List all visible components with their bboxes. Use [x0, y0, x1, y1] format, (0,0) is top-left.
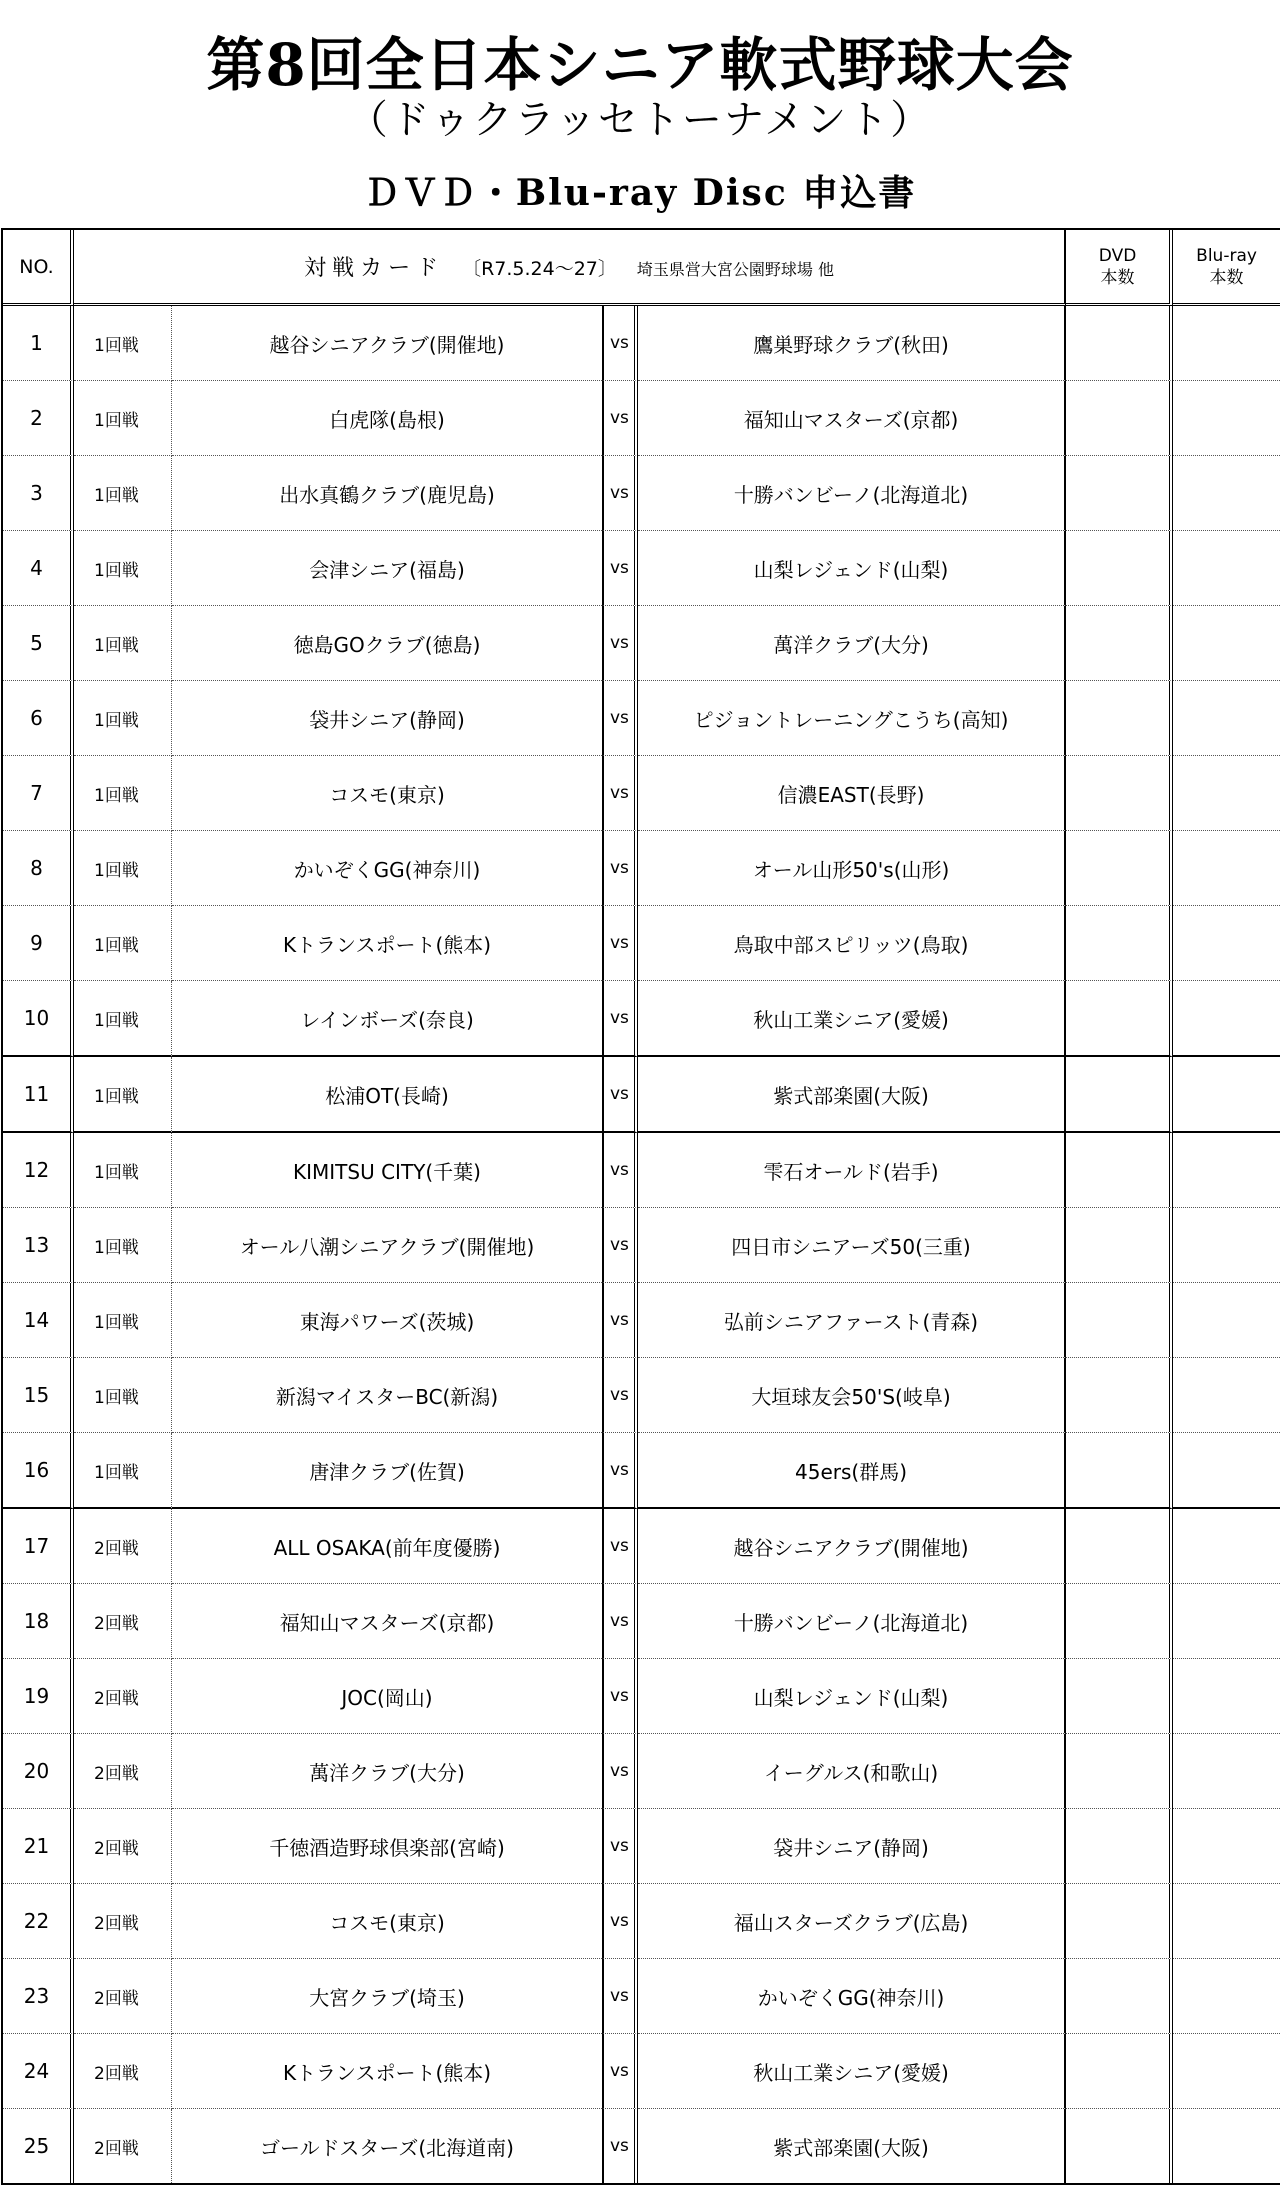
row-dvd-quantity[interactable] [1066, 1809, 1173, 1884]
row-team: 萬洋クラブ(大分) [172, 1734, 602, 1809]
row-dvd-quantity[interactable] [1066, 2034, 1173, 2109]
row-opponent: 四日市シニアーズ50(三重) [638, 1208, 1066, 1283]
row-bluray-quantity[interactable] [1173, 1057, 1280, 1133]
row-team: オール八潮シニアクラブ(開催地) [172, 1208, 602, 1283]
row-vs: vs [602, 1659, 638, 1734]
table-row [3, 456, 1280, 531]
row-round: 1回戦 [74, 1358, 172, 1433]
row-opponent: イーグルス(和歌山) [638, 1734, 1066, 1809]
row-opponent: 越谷シニアクラブ(開催地) [638, 1509, 1066, 1584]
row-round: 1回戦 [74, 606, 172, 681]
row-round: 1回戦 [74, 1433, 172, 1509]
table-row [3, 1283, 1280, 1358]
table-row [3, 681, 1280, 756]
row-number: 9 [3, 906, 74, 981]
row-opponent: 山梨レジェンド(山梨) [638, 1659, 1066, 1734]
row-vs: vs [602, 2034, 638, 2109]
row-number: 5 [3, 606, 74, 681]
row-number: 23 [3, 1959, 74, 2034]
row-opponent: 福山スターズクラブ(広島) [638, 1884, 1066, 1959]
header-no: NO. [3, 230, 74, 306]
row-vs: vs [602, 531, 638, 606]
row-bluray-quantity[interactable] [1173, 831, 1280, 906]
row-vs: vs [602, 1959, 638, 2034]
table-row [3, 756, 1280, 831]
row-round: 1回戦 [74, 981, 172, 1057]
row-team: ゴールドスターズ(北海道南) [259, 2135, 514, 2160]
row-round: 2回戦 [74, 1809, 172, 1884]
row-dvd-quantity[interactable] [1066, 681, 1173, 756]
row-round: 1回戦 [74, 381, 172, 456]
table-row [3, 981, 1280, 1057]
row-number: 15 [3, 1358, 74, 1433]
table-row [3, 381, 1280, 456]
row-opponent: オール山形50's(山形) [638, 831, 1066, 906]
row-round: 2回戦 [74, 2109, 172, 2183]
row-opponent: 萬洋クラブ(大分) [638, 606, 1066, 681]
page-subtitle: （ドゥクラッセトーナメント） [347, 97, 933, 143]
row-dvd-quantity[interactable] [1066, 2109, 1173, 2183]
row-vs: vs [602, 1283, 638, 1358]
row-dvd-quantity[interactable] [1066, 1208, 1173, 1283]
table-row [3, 1433, 1280, 1509]
header-dvd-line2: 本数 [1100, 267, 1135, 288]
row-team: 出水真鶴クラブ(鹿児島) [172, 456, 602, 531]
row-bluray-quantity[interactable] [1173, 2109, 1280, 2183]
row-number: 10 [3, 981, 74, 1057]
row-dvd-quantity[interactable] [1066, 306, 1173, 381]
row-bluray-quantity[interactable] [1173, 1358, 1280, 1433]
row-dvd-quantity[interactable] [1066, 831, 1173, 906]
row-round: 2回戦 [74, 2034, 172, 2109]
row-bluray-quantity[interactable] [1173, 1509, 1280, 1584]
row-round: 1回戦 [74, 456, 172, 531]
row-bluray-quantity[interactable] [1173, 306, 1280, 381]
row-dvd-quantity[interactable] [1066, 456, 1173, 531]
header-bluray-line1: Blu-ray [1196, 245, 1257, 266]
table-header-row [3, 230, 1280, 306]
row-vs: vs [602, 1208, 638, 1283]
row-team: Kトランスポート(熊本) [172, 2034, 602, 2109]
row-number: 13 [3, 1208, 74, 1283]
table-row [3, 906, 1280, 981]
row-dvd-quantity[interactable] [1066, 1659, 1173, 1734]
row-dvd-quantity[interactable] [1066, 1884, 1173, 1959]
row-dvd-quantity[interactable] [1066, 1133, 1173, 1208]
table-row [3, 1734, 1280, 1809]
table-row [3, 2109, 1280, 2183]
table-row [3, 2034, 1280, 2109]
row-bluray-quantity[interactable] [1173, 1959, 1280, 2034]
row-number: 17 [3, 1509, 74, 1584]
row-team: コスモ(東京) [172, 756, 602, 831]
row-dvd-quantity[interactable] [1066, 1734, 1173, 1809]
row-number: 1 [3, 306, 74, 381]
row-vs: vs [602, 681, 638, 756]
row-opponent: 紫式部楽園(大阪) [638, 2109, 1066, 2183]
table-row [3, 1884, 1280, 1959]
row-number: 7 [3, 756, 74, 831]
row-opponent: 鷹巣野球クラブ(秋田) [638, 306, 1066, 381]
row-round: 2回戦 [74, 1959, 172, 2034]
table-row [3, 831, 1280, 906]
row-vs: vs [602, 1433, 638, 1509]
row-dvd-quantity[interactable] [1066, 1358, 1173, 1433]
row-vs: vs [602, 1884, 638, 1959]
row-opponent: かいぞくGG(神奈川) [638, 1959, 1066, 2034]
row-dvd-quantity[interactable] [1066, 381, 1173, 456]
row-vs: vs [602, 831, 638, 906]
table-row [3, 1584, 1280, 1659]
row-team: 新潟マイスターBC(新潟) [172, 1358, 602, 1433]
row-team: JOC(岡山) [172, 1659, 602, 1734]
row-number: 2 [3, 381, 74, 456]
row-vs: vs [602, 1133, 638, 1208]
table-row [3, 1659, 1280, 1734]
table-row [3, 1959, 1280, 2034]
row-bluray-quantity[interactable] [1173, 1584, 1280, 1659]
header-dvd-line1: DVD [1098, 245, 1137, 266]
row-opponent: 袋井シニア(静岡) [638, 1809, 1066, 1884]
row-bluray-quantity[interactable] [1173, 456, 1280, 531]
row-bluray-quantity[interactable] [1173, 1809, 1280, 1884]
row-team: 唐津クラブ(佐賀) [172, 1433, 602, 1509]
row-vs: vs [602, 1584, 638, 1659]
row-team: 会津シニア(福島) [172, 531, 602, 606]
row-round: 1回戦 [74, 306, 172, 381]
row-team: 東海パワーズ(茨城) [172, 1283, 602, 1358]
row-round: 1回戦 [74, 1057, 172, 1133]
row-dvd-quantity[interactable] [1066, 1959, 1173, 2034]
row-round: 1回戦 [74, 756, 172, 831]
row-dvd-quantity[interactable] [1066, 1584, 1173, 1659]
page-title: 第8回全日本シニア軟式野球大会 [206, 31, 1074, 99]
row-round: 2回戦 [74, 1509, 172, 1584]
row-team: Kトランスポート(熊本) [172, 906, 602, 981]
row-vs: vs [602, 381, 638, 456]
table-row [3, 1133, 1280, 1208]
row-vs: vs [602, 906, 638, 981]
row-team: 白虎隊(島根) [172, 381, 602, 456]
row-round: 1回戦 [74, 681, 172, 756]
row-team: コスモ(東京) [172, 1884, 602, 1959]
row-bluray-quantity[interactable] [1173, 1283, 1280, 1358]
row-number: 11 [3, 1057, 74, 1133]
order-table [1, 228, 1280, 2185]
table-row [3, 606, 1280, 681]
row-round: 1回戦 [74, 831, 172, 906]
header-card-label: 対戦カード [304, 256, 445, 281]
row-team: ALL OSAKA(前年度優勝) [172, 1509, 602, 1584]
row-team: レインボーズ(奈良) [172, 981, 602, 1057]
row-bluray-quantity[interactable] [1173, 531, 1280, 606]
row-team: KIMITSU CITY(千葉) [172, 1133, 602, 1208]
row-number: 4 [3, 531, 74, 606]
row-team: 千徳酒造野球倶楽部(宮崎) [172, 1809, 602, 1884]
row-vs: vs [602, 2109, 638, 2183]
row-number: 21 [3, 1809, 74, 1884]
row-vs: vs [602, 1358, 638, 1433]
row-round: 2回戦 [74, 1659, 172, 1734]
row-dvd-quantity[interactable] [1066, 1057, 1173, 1133]
row-opponent: 鳥取中部スピリッツ(鳥取) [638, 906, 1066, 981]
row-dvd-quantity[interactable] [1066, 531, 1173, 606]
row-number: 24 [3, 2034, 74, 2109]
row-dvd-quantity[interactable] [1066, 906, 1173, 981]
row-dvd-quantity[interactable] [1066, 756, 1173, 831]
table-row [3, 1358, 1280, 1433]
row-number: 16 [3, 1433, 74, 1509]
header-date: 〔R7.5.24～27〕 [462, 258, 617, 280]
row-number: 6 [3, 681, 74, 756]
header-dvd [1066, 230, 1173, 306]
row-opponent: 大垣球友会50'S(岐阜) [638, 1358, 1066, 1433]
row-team: 福知山マスターズ(京都) [172, 1584, 602, 1659]
row-number: 14 [3, 1283, 74, 1358]
row-vs: vs [602, 1509, 638, 1584]
row-opponent: 福知山マスターズ(京都) [638, 381, 1066, 456]
row-round: 2回戦 [74, 1584, 172, 1659]
row-bluray-quantity[interactable] [1173, 1659, 1280, 1734]
row-opponent: 十勝バンビーノ(北海道北) [638, 1584, 1066, 1659]
row-opponent: ピジョントレーニングこうち(高知) [638, 681, 1066, 756]
row-team: 徳島GOクラブ(徳島) [172, 606, 602, 681]
row-vs: vs [602, 606, 638, 681]
row-team: 大宮クラブ(埼玉) [172, 1959, 602, 2034]
row-vs: vs [602, 756, 638, 831]
row-vs: vs [602, 981, 638, 1057]
row-bluray-quantity[interactable] [1173, 1884, 1280, 1959]
table-row [3, 1208, 1280, 1283]
row-number: 22 [3, 1884, 74, 1959]
header-bluray [1173, 230, 1280, 306]
table-row [3, 1809, 1280, 1884]
row-dvd-quantity[interactable] [1066, 606, 1173, 681]
row-number: 12 [3, 1133, 74, 1208]
row-opponent: 秋山工業シニア(愛媛) [638, 981, 1066, 1057]
row-number: 3 [3, 456, 74, 531]
row-opponent: 信濃EAST(長野) [638, 756, 1066, 831]
row-team: 袋井シニア(静岡) [172, 681, 602, 756]
row-bluray-quantity[interactable] [1173, 681, 1280, 756]
row-round: 1回戦 [74, 531, 172, 606]
row-vs: vs [602, 306, 638, 381]
row-round: 1回戦 [74, 906, 172, 981]
header-bluray-line2: 本数 [1209, 267, 1244, 288]
row-bluray-quantity[interactable] [1173, 1208, 1280, 1283]
row-team: 松浦OT(長崎) [172, 1057, 602, 1133]
row-team: かいぞくGG(神奈川) [172, 831, 602, 906]
row-opponent: 秋山工業シニア(愛媛) [638, 2034, 1066, 2109]
row-bluray-quantity[interactable] [1173, 1433, 1280, 1509]
row-dvd-quantity[interactable] [1066, 1509, 1173, 1584]
row-vs: vs [602, 1734, 638, 1809]
table-row [3, 306, 1280, 381]
table-row [3, 1509, 1280, 1584]
row-opponent: 山梨レジェンド(山梨) [638, 531, 1066, 606]
row-opponent: 雫石オールド(岩手) [638, 1133, 1066, 1208]
row-opponent: 十勝バンビーノ(北海道北) [638, 456, 1066, 531]
row-bluray-quantity[interactable] [1173, 981, 1280, 1057]
row-bluray-quantity[interactable] [1173, 756, 1280, 831]
row-number: 18 [3, 1584, 74, 1659]
row-round: 1回戦 [74, 1208, 172, 1283]
row-team: 越谷シニアクラブ(開催地) [172, 306, 602, 381]
row-bluray-quantity[interactable] [1173, 2034, 1280, 2109]
row-dvd-quantity[interactable] [1066, 1433, 1173, 1509]
header-venue: 埼玉県営大宮公園野球場 他 [636, 260, 834, 279]
row-vs: vs [602, 1809, 638, 1884]
row-opponent: 紫式部楽園(大阪) [638, 1057, 1066, 1133]
table-row [3, 531, 1280, 606]
row-round: 2回戦 [74, 1884, 172, 1959]
row-opponent: 弘前シニアファースト(青森) [638, 1283, 1066, 1358]
row-dvd-quantity[interactable] [1066, 1283, 1173, 1358]
form-title: ＤＶＤ・Blu-ray Disc 申込書 [363, 172, 917, 214]
row-vs: vs [602, 1057, 638, 1133]
row-number: 19 [3, 1659, 74, 1734]
header-match-card [74, 230, 1066, 306]
row-number: 20 [3, 1734, 74, 1809]
row-number: 8 [3, 831, 74, 906]
row-bluray-quantity[interactable] [1173, 381, 1280, 456]
row-opponent: 45ers(群馬) [638, 1433, 1066, 1509]
row-number: 25 [3, 2109, 74, 2183]
row-bluray-quantity[interactable] [1173, 1133, 1280, 1208]
row-round: 1回戦 [74, 1133, 172, 1208]
row-round: 2回戦 [74, 1734, 172, 1809]
row-bluray-quantity[interactable] [1173, 906, 1280, 981]
row-dvd-quantity[interactable] [1066, 981, 1173, 1057]
row-round: 1回戦 [74, 1283, 172, 1358]
row-bluray-quantity[interactable] [1173, 1734, 1280, 1809]
row-vs: vs [602, 456, 638, 531]
row-bluray-quantity[interactable] [1173, 606, 1280, 681]
table-row [3, 1057, 1280, 1133]
